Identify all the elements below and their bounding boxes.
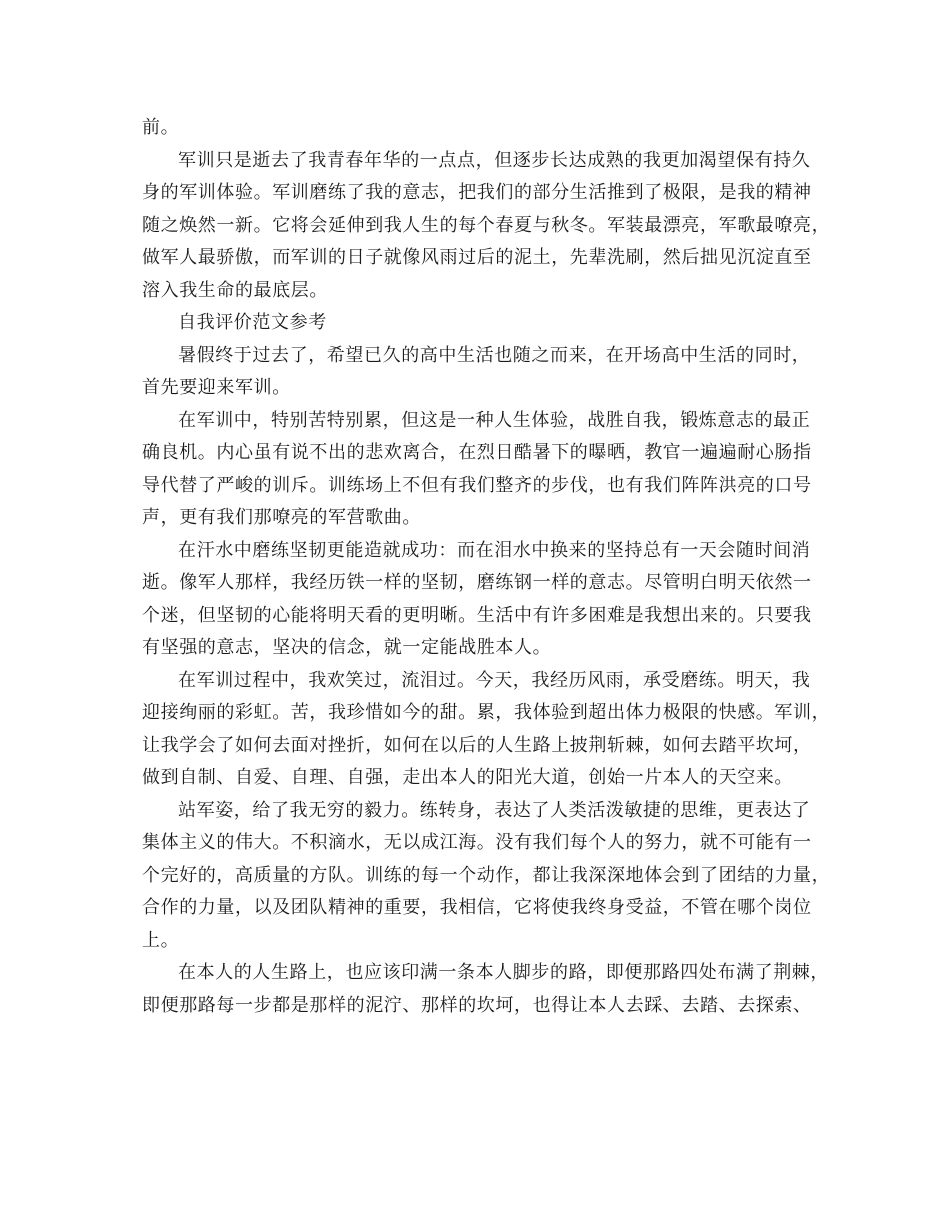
- text-line: 确良机。内心虽有说不出的悲欢离合，在烈日酷暑下的曝晒，教官一遍遍耐心肠指: [142, 442, 812, 463]
- text-line: 暑假终于过去了，希望已久的高中生活也随之而来，在开场高中生活的同时，: [178, 344, 811, 366]
- text-line: 随之焕然一新。它将会延伸到我人生的每个春夏与秋冬。军装最漂亮，军歌最嘹亮，: [142, 214, 831, 236]
- text-line: 首先要迎来军训。: [142, 377, 291, 398]
- text-line: 做军人最骄傲，而军训的日子就像风雨过后的泥土，先辈洗刷，然后拙见沉淀直至: [142, 247, 812, 268]
- text-line: 有坚强的意志，坚决的信念，就一定能战胜本人。: [142, 637, 552, 658]
- text-line: 个完好的，高质量的方队。训练的每一个动作，都让我深深地体会到了团结的力量，: [142, 864, 831, 886]
- text-line: 个迷，但坚韧的心能将明天看的更明晰。生活中有许多困难是我想出来的。只要我: [142, 604, 812, 626]
- text-line: 在军训过程中，我欢笑过，流泪过。今天，我经历风雨，承受磨练。明天，我: [178, 669, 811, 691]
- text-line: 军训只是逝去了我青春年华的一点点，但逐步长达成熟的我更加渴望保有持久: [178, 149, 811, 171]
- text-line: 导代替了严峻的训斥。训练场上不但有我们整齐的步伐，也有我们阵阵洪亮的口号: [142, 474, 812, 496]
- section-heading: 自我评价范文参考: [178, 312, 327, 333]
- document-body: [142, 112, 831, 1022]
- text-line: 站军姿，给了我无穷的毅力。练转身，表达了人类活泼敏捷的思维，更表达了: [178, 799, 811, 821]
- text-line: 让我学会了如何去面对挫折，如何在以后的人生路上披荆斩棘，如何去踏平坎坷，: [142, 734, 812, 756]
- text-line: 合作的力量，以及团队精神的重要，我相信，它将使我终身受益，不管在哪个岗位: [142, 897, 812, 918]
- text-line: 前。: [142, 117, 180, 138]
- text-line: 在汗水中磨练坚韧更能造就成功：而在泪水中换来的坚持总有一天会随时间消: [178, 539, 811, 561]
- text-line: 做到自制、自爱、自理、自强，走出本人的阳光大道，创始一片本人的天空来。: [142, 767, 793, 788]
- text-line: 逝。像军人那样，我经历铁一样的坚韧，磨练钢一样的意志。尽管明白明天依然一: [142, 572, 812, 593]
- text-line: 迎接绚丽的彩虹。苦，我珍惜如今的甜。累，我体验到超出体力极限的快感。军训，: [142, 702, 831, 723]
- text-line: 在本人的人生路上，也应该印满一条本人脚步的路，即便那路四处布满了荆棘，: [178, 962, 829, 983]
- text-line: 集体主义的伟大。不积滴水，无以成江海。没有我们每个人的努力，就不可能有一: [142, 832, 812, 853]
- text-line: 上。: [142, 929, 180, 951]
- text-line: 即便那路每一步都是那样的泥泞、那样的坎坷，也得让本人去踩、去踏、去探索、: [142, 994, 812, 1016]
- text-line: 在军训中，特别苦特别累，但这是一种人生体验，战胜自我，锻炼意志的最正: [178, 409, 811, 431]
- text-line: 声，更有我们那嘹亮的军营歌曲。: [142, 507, 421, 528]
- text-line: 溶入我生命的最底层。: [142, 279, 328, 301]
- text-line: 身的军训体验。军训磨练了我的意志，把我们的部分生活推到了极限，是我的精神: [142, 182, 812, 203]
